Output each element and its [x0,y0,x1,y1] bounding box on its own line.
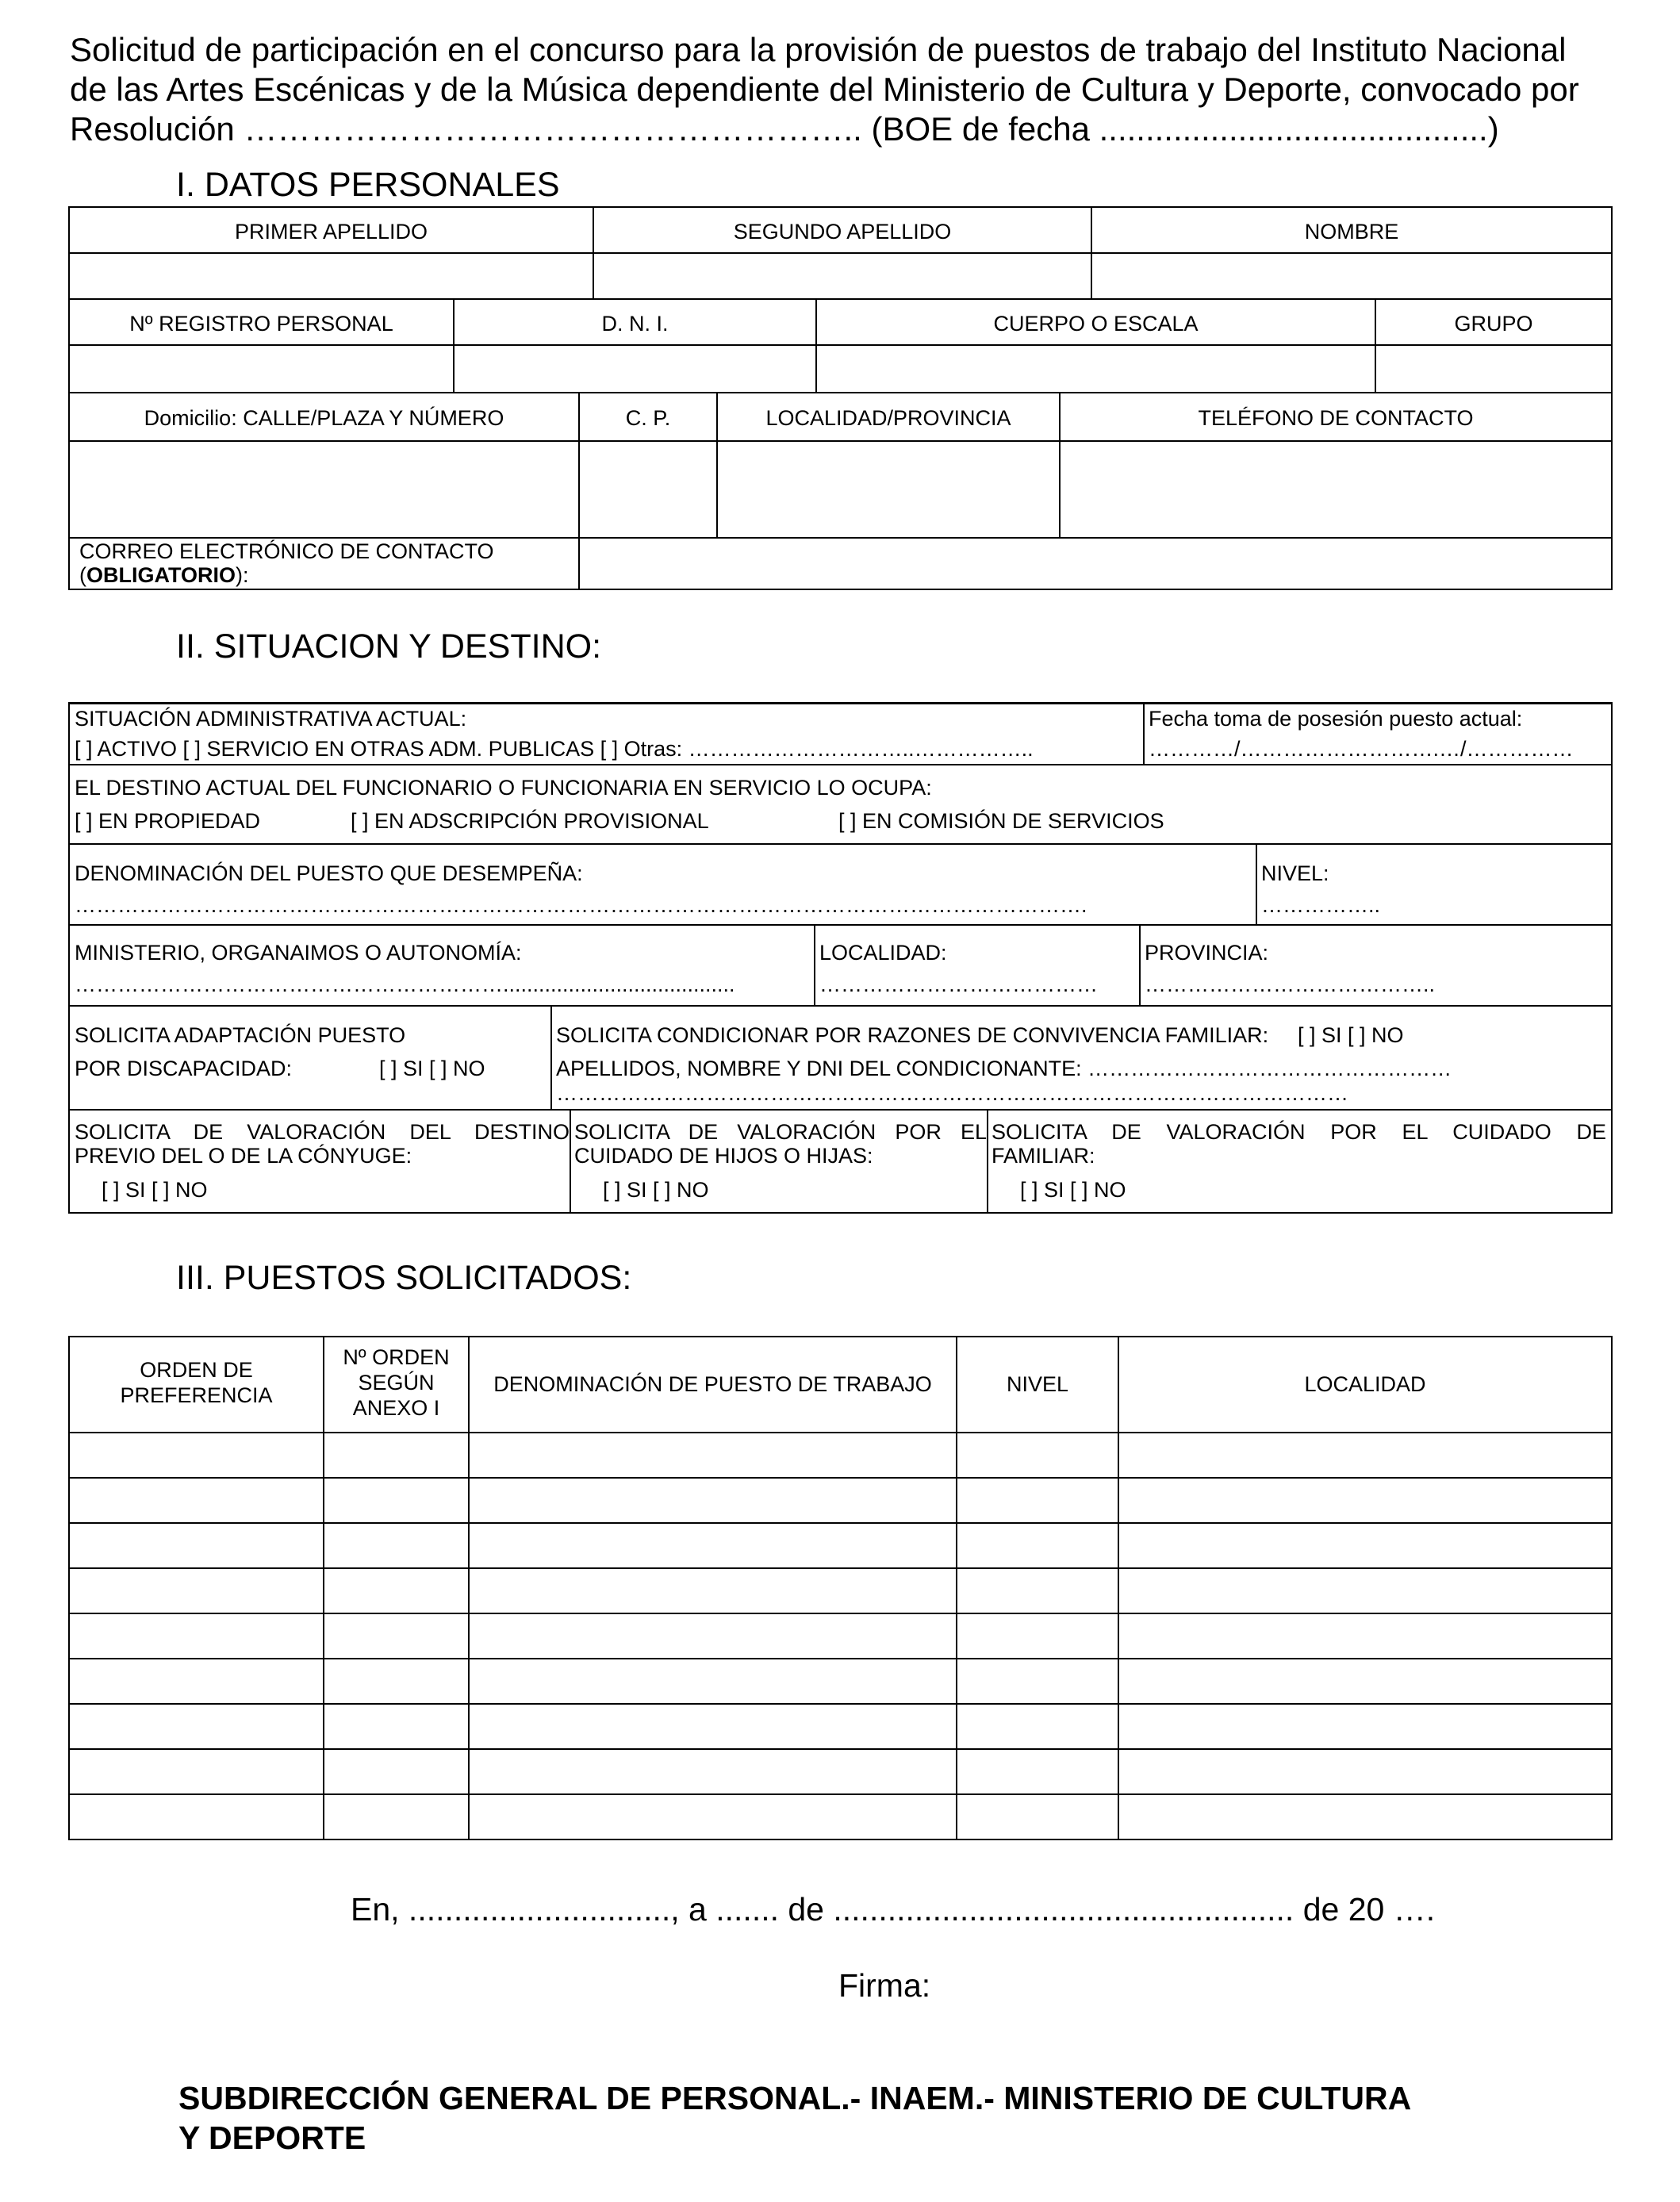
telefono-label: TELÉFONO DE CONTACTO [1198,406,1474,430]
nombre-header [1091,206,1613,254]
situacion-administrativa-cell [68,702,1145,765]
denominacion-puesto-cell[interactable] [468,1748,957,1795]
localidad-cell[interactable] [1118,1793,1613,1840]
orden-preferencia-cell[interactable] [68,1703,324,1750]
valoracion-hijos-cell [570,1109,988,1214]
fecha-posesion-value[interactable]: …………/……………………….…/…………… [1149,737,1574,761]
subdireccion-footer [178,2078,1411,2158]
telefono-field[interactable] [1059,440,1613,539]
registro-personal-header [68,298,455,346]
situacion-options[interactable]: [ ] ACTIVO [ ] SERVICIO EN OTRAS ADM. PUBLICAS [ ] Otras: …………………………..…………….. [75,737,1034,761]
domicilio-label: Domicilio: CALLE/PLAZA Y NÚMERO [144,406,504,430]
dni-label: D. N. I. [601,312,669,336]
localidad-cell[interactable] [1118,1522,1613,1569]
orden-preferencia-cell[interactable] [68,1522,324,1569]
email-field[interactable] [578,537,1613,590]
localidad-dots[interactable]: ………………………………… [819,972,1098,996]
adaptacion-label-1: SOLICITA ADAPTACIÓN PUESTO [75,1023,406,1047]
denominacion-puesto-cell[interactable] [468,1658,957,1705]
condicionar-si-no[interactable]: [ ] SI [ ] NO [1298,1023,1404,1047]
denominacion-puesto-cell[interactable] [468,1522,957,1569]
domicilio-header [68,392,580,442]
denominacion-dots[interactable]: ……………………………………………………………………………………………………………………………. [75,893,1087,917]
section-title-datos-personales: I. DATOS PERSONALES [176,166,560,204]
orden-preferencia-header [68,1336,324,1433]
destino-actual-cell [68,764,1613,845]
segundo-apellido-header [593,206,1092,254]
orden-preferencia-label-1: ORDEN DE [140,1358,253,1382]
registro-personal-label: Nº REGISTRO PERSONAL [129,312,393,336]
num-orden-cell[interactable] [323,1522,470,1569]
orden-preferencia-label-2: PREFERENCIA [120,1383,273,1407]
localidad-cell[interactable] [1118,1477,1613,1524]
segundo-apellido-label: SEGUNDO APELLIDO [733,220,952,244]
ministerio-dots[interactable]: ……………………………………………………....................................... [75,972,735,996]
localidad-cell[interactable] [1118,1613,1613,1659]
num-orden-header [323,1336,470,1433]
valoracion-hijos-label-1: SOLICITA DE VALORACIÓN POR EL [574,1120,987,1144]
nivel-header-label: NIVEL [1006,1372,1069,1396]
localidad-cell[interactable] [1118,1748,1613,1795]
denominacion-puesto-cell[interactable] [468,1477,957,1524]
destino-propiedad-option[interactable]: [ ] EN PROPIEDAD [75,809,261,833]
fecha-posesion-label: Fecha toma de posesión puesto actual: [1149,707,1523,731]
destino-comision-option[interactable]: [ ] EN COMISIÓN DE SERVICIOS [838,809,1164,833]
denominacion-label: DENOMINACIÓN DEL PUESTO QUE DESEMPEÑA: [75,861,583,885]
nombre-field[interactable] [1091,252,1613,300]
nivel-label: NIVEL: [1261,861,1329,885]
provincia-dots[interactable]: ………………………………….. [1145,972,1436,996]
valoracion-hijos-si-no[interactable]: [ ] SI [ ] NO [603,1178,709,1202]
nombre-label: NOMBRE [1304,220,1399,244]
denominacion-puesto-cell[interactable] [468,1432,957,1479]
intro-line-1: Solicitud de participación en el concurso para la provisión de puestos de trabajo del Instituto Nacional [70,31,1567,68]
dni-field[interactable] [453,344,817,393]
adaptacion-puesto-cell [68,1005,552,1111]
nivel-cell[interactable] [956,1748,1119,1795]
denominacion-puesto-header [468,1336,957,1433]
situacion-label: SITUACIÓN ADMINISTRATIVA ACTUAL: [75,707,467,731]
valoracion-familiar-label-1: SOLICITA DE VALORACIÓN POR EL CUIDADO DE [992,1120,1606,1144]
valoracion-hijos-label-2: CUIDADO DE HIJOS O HIJAS: [574,1144,873,1168]
nivel-cell[interactable] [956,1432,1119,1479]
destino-adscripcion-option[interactable]: [ ] EN ADSCRIPCIÓN PROVISIONAL [351,809,709,833]
condicionar-label: SOLICITA CONDICIONAR POR RAZONES DE CONVIVENCIA FAMILIAR: [556,1023,1269,1047]
email-label: CORREO ELECTRÓNICO DE CONTACTO [79,539,494,563]
section-title-situacion-destino: II. SITUACION Y DESTINO: [176,627,602,666]
ministerio-label: MINISTERIO, ORGANAIMOS O AUTONOMÍA: [75,941,522,965]
num-orden-cell[interactable] [323,1748,470,1795]
cuerpo-escala-header [815,298,1376,346]
denominacion-puesto-label: DENOMINACIÓN DE PUESTO DE TRABAJO [493,1372,932,1396]
provincia-label: PROVINCIA: [1145,941,1269,965]
orden-preferencia-cell[interactable] [68,1748,324,1795]
nivel-cell [1256,843,1613,926]
email-obligatorio: (OBLIGATORIO): [79,563,249,587]
firma-label: Firma: [838,1967,931,2004]
intro-paragraph [70,30,1609,149]
nivel-cell[interactable] [956,1658,1119,1705]
fecha-posesion-cell [1143,702,1613,765]
num-orden-cell[interactable] [323,1613,470,1659]
segundo-apellido-field[interactable] [593,252,1092,300]
localidad-cell[interactable] [1118,1703,1613,1750]
primer-apellido-label: PRIMER APELLIDO [234,220,428,244]
valoracion-familiar-si-no[interactable]: [ ] SI [ ] NO [1020,1178,1126,1202]
dni-header [453,298,817,346]
denominacion-puesto-cell [68,843,1257,926]
valoracion-conyuge-si-no[interactable]: [ ] SI [ ] NO [102,1178,208,1202]
denominacion-puesto-cell[interactable] [468,1793,957,1840]
domicilio-field[interactable] [68,440,580,539]
nivel-cell[interactable] [956,1793,1119,1840]
grupo-header [1375,298,1613,346]
intro-line-2: de las Artes Escénicas y de la Música dependiente del Ministerio de Cultura y Deporte, convocado por [70,71,1579,108]
ministerio-cell [68,924,815,1007]
orden-preferencia-cell[interactable] [68,1793,324,1840]
intro-line-3: Resolución ……………………………………………….. (BOE de fecha ..........................................) [70,110,1499,148]
orden-preferencia-cell[interactable] [68,1477,324,1524]
num-orden-cell[interactable] [323,1432,470,1479]
section-title-puestos-solicitados: III. PUESTOS SOLICITADOS: [176,1259,632,1297]
localidad-cell [814,924,1141,1007]
localidad-header [1118,1336,1613,1433]
subdireccion-line-1: SUBDIRECCIÓN GENERAL DE PERSONAL.- INAEM.- MINISTERIO DE CULTURA [178,2080,1412,2116]
num-orden-cell[interactable] [323,1477,470,1524]
nivel-cell[interactable] [956,1522,1119,1569]
valoracion-familiar-cell [987,1109,1613,1214]
registro-personal-field[interactable] [68,344,455,393]
grupo-label: GRUPO [1454,312,1533,336]
email-label-cell [68,537,580,590]
condicionar-cell [550,1005,1613,1111]
localidad-label: LOCALIDAD: [819,941,947,965]
provincia-cell [1139,924,1613,1007]
num-orden-cell[interactable] [323,1793,470,1840]
num-orden-cell[interactable] [323,1703,470,1750]
nivel-dots[interactable]: …………….. [1261,893,1381,917]
valoracion-conyuge-label-1: SOLICITA DE VALORACIÓN DEL DESTINO [75,1120,570,1144]
condicionante-dots[interactable]: ………………………………………………………………………………………………… [556,1081,1348,1105]
localidad-provincia-label: LOCALIDAD/PROVINCIA [765,406,1011,430]
cp-field[interactable] [578,440,718,539]
adaptacion-si-no[interactable]: [ ] SI [ ] NO [379,1057,485,1080]
localidad-cell[interactable] [1118,1658,1613,1705]
destino-label: EL DESTINO ACTUAL DEL FUNCIONARIO O FUNCIONARIA EN SERVICIO LO OCUPA: [75,776,932,800]
valoracion-conyuge-cell [68,1109,571,1214]
fecha-lugar-line[interactable]: En, ............................., a ....... de ................................................... de 20 …. [351,1891,1436,1928]
denominacion-puesto-cell[interactable] [468,1567,957,1614]
nivel-header [956,1336,1119,1433]
valoracion-familiar-label-2: FAMILIAR: [992,1144,1095,1168]
primer-apellido-header [68,206,594,254]
num-orden-label-2: SEGÚN [358,1371,435,1394]
localidad-provincia-header [716,392,1061,442]
primer-apellido-field[interactable] [68,252,594,300]
nivel-cell[interactable] [956,1477,1119,1524]
orden-preferencia-cell[interactable] [68,1567,324,1614]
localidad-header-label: LOCALIDAD [1304,1372,1426,1396]
grupo-field[interactable] [1375,344,1613,393]
num-orden-label-3: ANEXO I [352,1396,440,1420]
cp-header [578,392,718,442]
adaptacion-label-2: POR DISCAPACIDAD: [75,1057,293,1080]
denominacion-puesto-cell[interactable] [468,1703,957,1750]
nivel-cell[interactable] [956,1613,1119,1659]
num-orden-label-1: Nº ORDEN [343,1345,450,1369]
cuerpo-escala-label: CUERPO O ESCALA [993,312,1199,336]
num-orden-cell[interactable] [323,1658,470,1705]
cuerpo-escala-field[interactable] [815,344,1376,393]
localidad-cell[interactable] [1118,1567,1613,1614]
orden-preferencia-cell[interactable] [68,1613,324,1659]
num-orden-cell[interactable] [323,1567,470,1614]
denominacion-puesto-cell[interactable] [468,1613,957,1659]
localidad-provincia-field[interactable] [716,440,1061,539]
cp-label: C. P. [625,406,671,430]
orden-preferencia-cell[interactable] [68,1658,324,1705]
orden-preferencia-cell[interactable] [68,1432,324,1479]
condicionante-label: APELLIDOS, NOMBRE Y DNI DEL CONDICIONANTE: …………………………………………… [556,1057,1452,1080]
valoracion-conyuge-label-2: PREVIO DEL O DE LA CÓNYUGE: [75,1144,412,1168]
nivel-cell[interactable] [956,1567,1119,1614]
localidad-cell[interactable] [1118,1432,1613,1479]
subdireccion-line-2: Y DEPORTE [178,2120,366,2156]
telefono-header [1059,392,1613,442]
nivel-cell[interactable] [956,1703,1119,1750]
